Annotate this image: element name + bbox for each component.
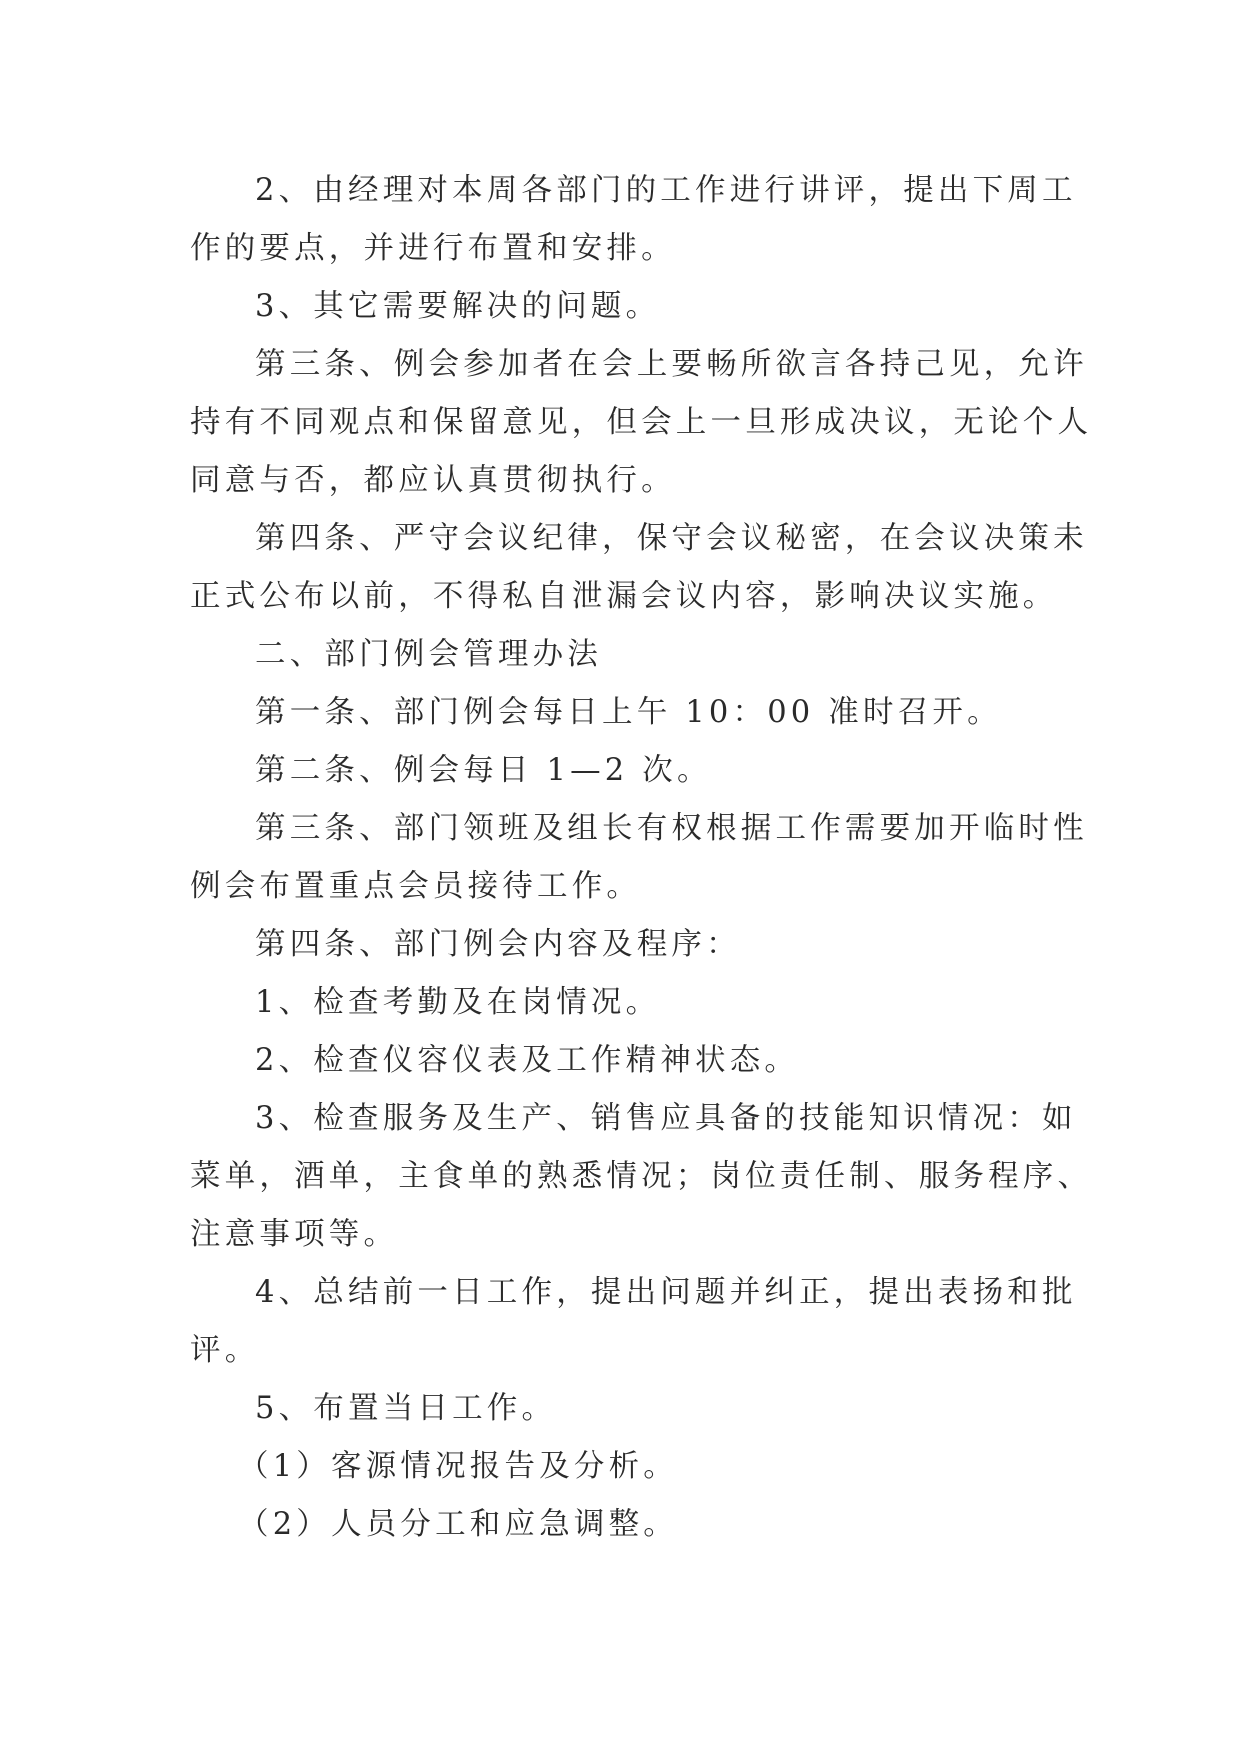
paragraph-line: 注意事项等。 xyxy=(190,1217,399,1252)
list-item: 1、检查考勤及在岗情况。 xyxy=(255,985,661,1020)
paragraph-line: 同意与否，都应认真贯彻执行。 xyxy=(190,463,676,498)
paragraph-line: 2、由经理对本周各部门的工作进行讲评，提出下周工 xyxy=(255,173,1077,208)
paragraph-line: 3、其它需要解决的问题。 xyxy=(255,289,661,324)
paragraph-line: 正式公布以前，不得私自泄漏会议内容，影响决议实施。 xyxy=(190,579,1058,614)
list-item: 3、检查服务及生产、销售应具备的技能知识情况：如 xyxy=(255,1101,1077,1136)
paragraph-line: 例会布置重点会员接待工作。 xyxy=(190,869,642,904)
paragraph-line: 菜单，酒单，主食单的熟悉情况；岗位责任制、服务程序、 xyxy=(190,1159,1093,1194)
sub-list-item: （1）客源情况报告及分析。 xyxy=(238,1449,679,1484)
paragraph-line: 持有不同观点和保留意见，但会上一旦形成决议，无论个人 xyxy=(190,405,1093,440)
list-item: 5、布置当日工作。 xyxy=(255,1391,557,1426)
section-heading: 二、部门例会管理办法 xyxy=(255,637,602,672)
paragraph-line: 第一条、部门例会每日上午 10：00 准时召开。 xyxy=(255,695,1002,730)
paragraph-line: 作的要点，并进行布置和安排。 xyxy=(190,231,676,266)
paragraph-line: 第四条、严守会议纪律，保守会议秘密，在会议决策未 xyxy=(255,521,1088,556)
document-body xyxy=(190,162,1093,1554)
paragraph-line: 第二条、例会每日 1—2 次。 xyxy=(255,753,712,788)
list-item: 2、检查仪容仪表及工作精神状态。 xyxy=(255,1043,800,1078)
paragraph-line: 评。 xyxy=(190,1333,260,1368)
paragraph-line: 第三条、部门领班及组长有权根据工作需要加开临时性 xyxy=(255,811,1088,846)
sub-list-item: （2）人员分工和应急调整。 xyxy=(238,1507,679,1542)
paragraph-line: 第三条、例会参加者在会上要畅所欲言各持己见，允许 xyxy=(255,347,1088,382)
paragraph-line: 第四条、部门例会内容及程序： xyxy=(255,927,741,962)
list-item: 4、总结前一日工作，提出问题并纠正，提出表扬和批 xyxy=(255,1275,1077,1310)
